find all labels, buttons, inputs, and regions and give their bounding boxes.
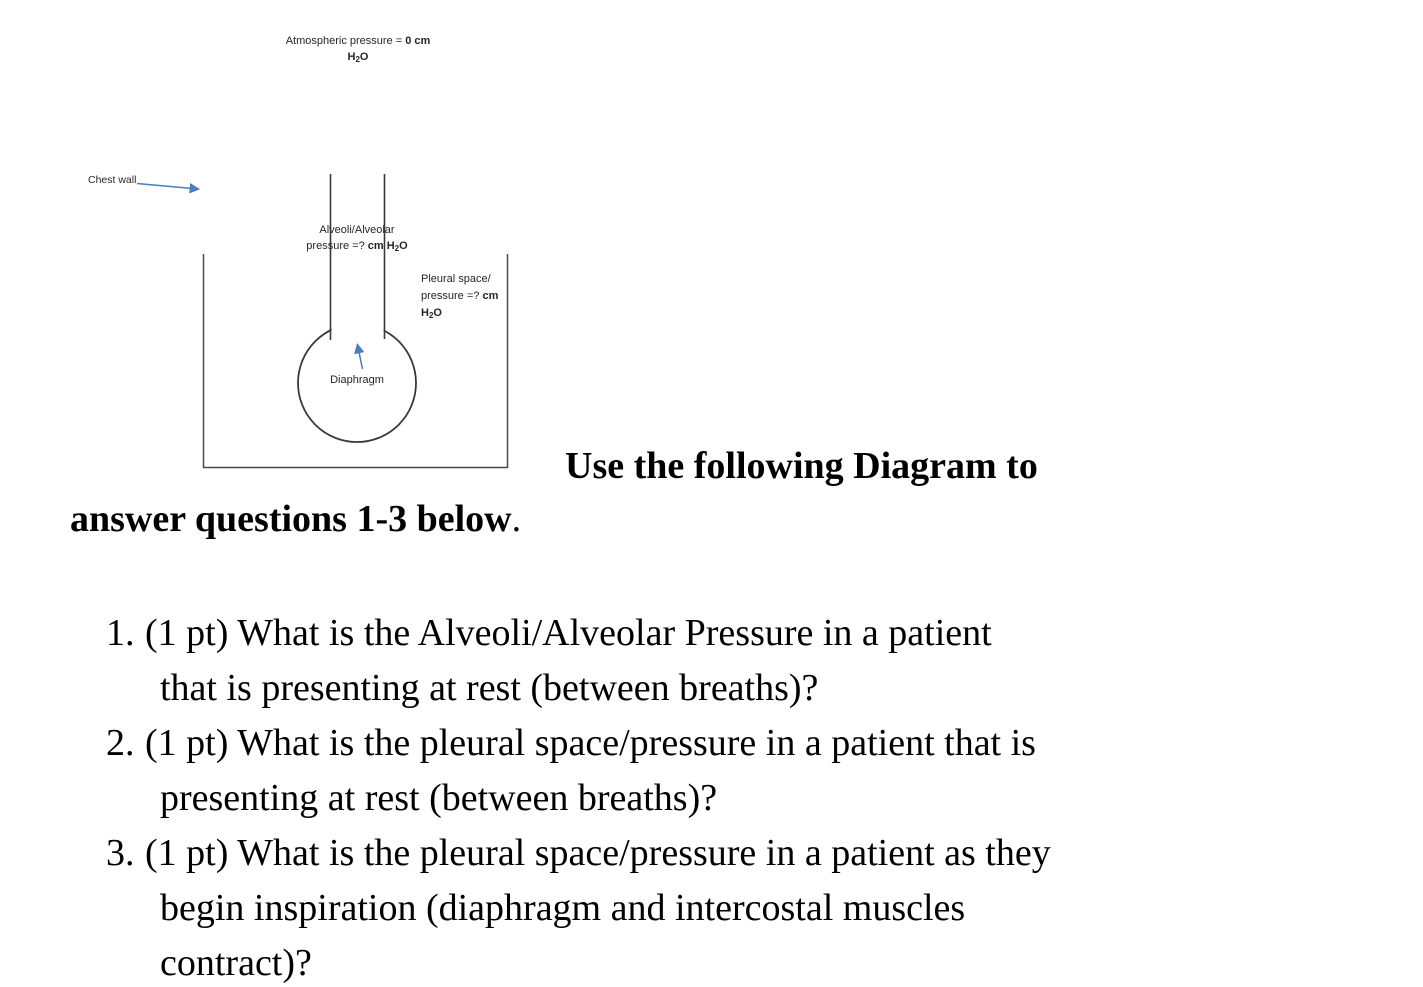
instruction-heading-line1: Use the following Diagram to xyxy=(565,445,1038,487)
alveolar-pressure-line2: pressure =? cm $H_2O$ xyxy=(306,240,408,253)
diaphragm-label: Diaphragm xyxy=(330,374,384,386)
alveolar-pressure-line1: Alveoli/Alveolar xyxy=(319,224,395,236)
question-2-text: (1 pt) What is the pleural space/pressure in a patient that is presenting at rest (between breaths)? xyxy=(145,722,1036,819)
question-2 xyxy=(106,716,1346,826)
chest-wall-label: Chest wall xyxy=(88,174,137,186)
atmospheric-pressure-label xyxy=(278,33,438,68)
alveolar-pressure-label xyxy=(277,222,437,257)
questions-list xyxy=(106,606,1346,987)
question-1-number: 1. xyxy=(106,612,135,654)
question-3 xyxy=(106,826,1346,987)
pleural-space-line1: Pleural space/ xyxy=(421,273,491,285)
pleural-space-line3: $H_2O$ xyxy=(421,307,442,320)
pleural-space-label xyxy=(421,271,511,324)
question-3-number: 3. xyxy=(106,832,135,874)
instruction-heading-line2: answer questions 1-3 below. xyxy=(70,498,522,540)
atmospheric-pressure-line1: Atmospheric pressure = 0 cm xyxy=(285,35,431,47)
atmospheric-pressure-line2: $H_2O$ xyxy=(347,51,369,64)
chest-wall-arrow xyxy=(137,184,198,190)
question-3-text: (1 pt) What is the pleural space/pressure in a patient as they begin inspiration (diaphragm and intercostal muscles contract)? xyxy=(145,832,1051,984)
pleural-space-line2: pressure =? cm xyxy=(421,290,499,302)
question-1 xyxy=(106,606,1346,716)
question-1-text: (1 pt) What is the Alveoli/Alveolar Pressure in a patient that is presenting at rest (between breaths)? xyxy=(145,612,992,709)
question-2-number: 2. xyxy=(106,722,135,764)
